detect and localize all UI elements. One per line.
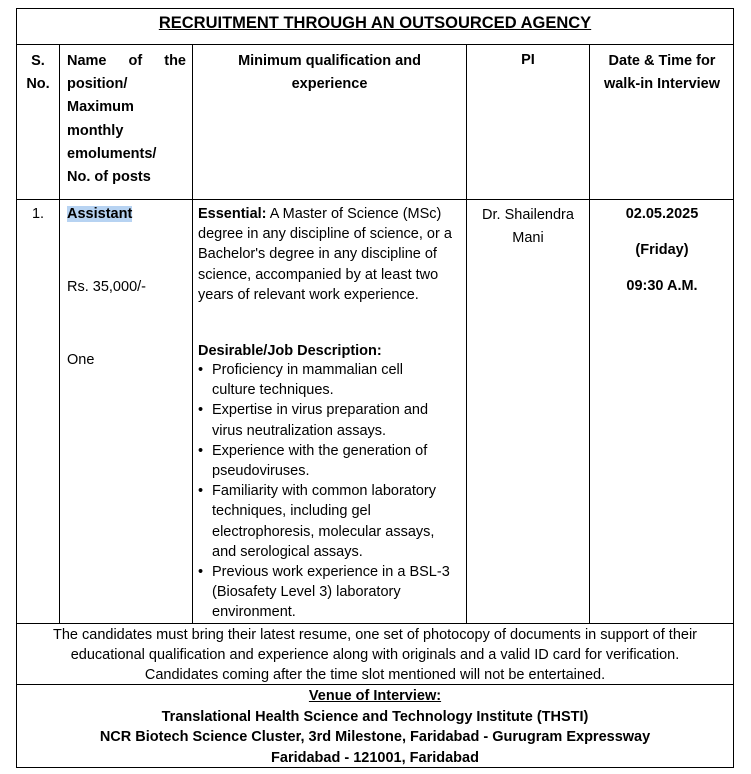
desirable-item [212,481,470,562]
col-divider-1 [59,44,60,624]
interview-date: 02.05.2025 [625,206,699,222]
essential-line: degree in any discipline of science, or a [198,226,452,243]
pi-name-line: Dr. Shailendra [482,207,574,223]
header-sno-line: No. [26,76,50,92]
essential-line: science, accompanied by at least two [198,266,439,283]
note-line: The candidates must bring their latest resume, one set of photocopy of documents in support of their [53,627,697,643]
venue-line: Faridabad - 121001, Faridabad [271,749,479,766]
position-name-text: Assistant [67,206,133,222]
emoluments: Rs. 35,000/- [67,279,146,295]
essential-line: Bachelor's degree in any discipline of [198,246,437,263]
desirable-item-line: • Expertise in virus preparation and [212,402,429,419]
essential-line: years of relevant work experience. [198,286,419,303]
header-position-line: No. of posts [67,169,151,186]
desirable-item-line: electrophoresis, molecular assays, [212,523,435,540]
header-datetime [590,50,734,96]
desirable-item-line: virus neutralization assays. [212,422,387,439]
page-title: RECRUITMENT THROUGH AN OUTSOURCED AGENCY [158,14,592,32]
header-position-line: monthly [67,122,124,139]
desirable-item-line: • Experience with the generation of [212,442,428,459]
header-datetime-line: Date & Time for [608,53,716,69]
header-pi: PI [521,52,535,68]
header-position-line [67,50,185,73]
desirable-item-line: pseudoviruses. [212,463,310,480]
desirable-item-line: • Familiarity with common laboratory [212,483,437,500]
pi-name [467,204,589,250]
header-qualification-line: Minimum qualification and [238,53,421,69]
desirable-item-line: culture techniques. [212,382,334,399]
header-position-line: emoluments/ [67,145,157,162]
desirable-item-line: • Proficiency in mammalian cell [212,362,403,378]
venue-block [16,686,734,768]
header-qualification-line: experience [291,76,368,92]
col-divider-2 [192,44,193,624]
venue-heading: Venue of Interview: [308,688,442,704]
position-name [67,204,132,224]
note-line: Candidates coming after the time slot mentioned will not be entertained. [144,667,606,683]
header-divider [16,199,734,200]
desirable-item [212,562,470,623]
header-position [67,50,185,189]
header-position-line: position/ [67,76,128,93]
desirable-item [212,360,470,400]
col-divider-4 [589,44,590,624]
desirable-item-line: • Previous work experience in a BSL-3 [212,564,450,581]
essential-qualification [198,204,460,305]
desirable-item-line: techniques, including gel [212,503,371,520]
venue-line: Translational Health Science and Technology Institute (THSTI) [161,708,589,725]
interview-time: 09:30 A.M. [626,278,698,294]
header-sno-line: S. [31,53,45,69]
desirable-list [198,360,470,623]
essential-line: A Master of Science (MSc) [266,206,442,222]
row-divider [16,623,734,624]
desirable-item-line: environment. [212,604,296,621]
desirable-item [212,400,470,440]
number-of-posts: One [67,352,95,368]
venue-line: NCR Biotech Science Cluster, 3rd Milestone, Faridabad - Gurugram Expressway [99,729,651,745]
row-sno: 1. [31,206,45,222]
desirable-item [212,441,470,481]
title-divider [16,44,734,45]
essential-label: Essential: [198,206,267,222]
header-datetime-line: walk-in Interview [603,76,721,92]
header-position-text: Name of the [67,53,186,69]
desirable-item-line: (Biosafety Level 3) laboratory [212,584,401,601]
candidate-note [16,625,734,685]
desirable-label: Desirable/Job Description: [198,343,382,359]
header-position-line: Maximum [67,99,134,116]
interview-day: (Friday) [635,242,689,258]
pi-name-line: Mani [512,230,544,246]
header-qualification [193,50,466,96]
desirable-item-line: and serological assays. [212,543,363,560]
note-line: educational qualification and experience along with originals and a valid ID card for verification. [70,647,680,663]
header-sno [17,50,59,96]
